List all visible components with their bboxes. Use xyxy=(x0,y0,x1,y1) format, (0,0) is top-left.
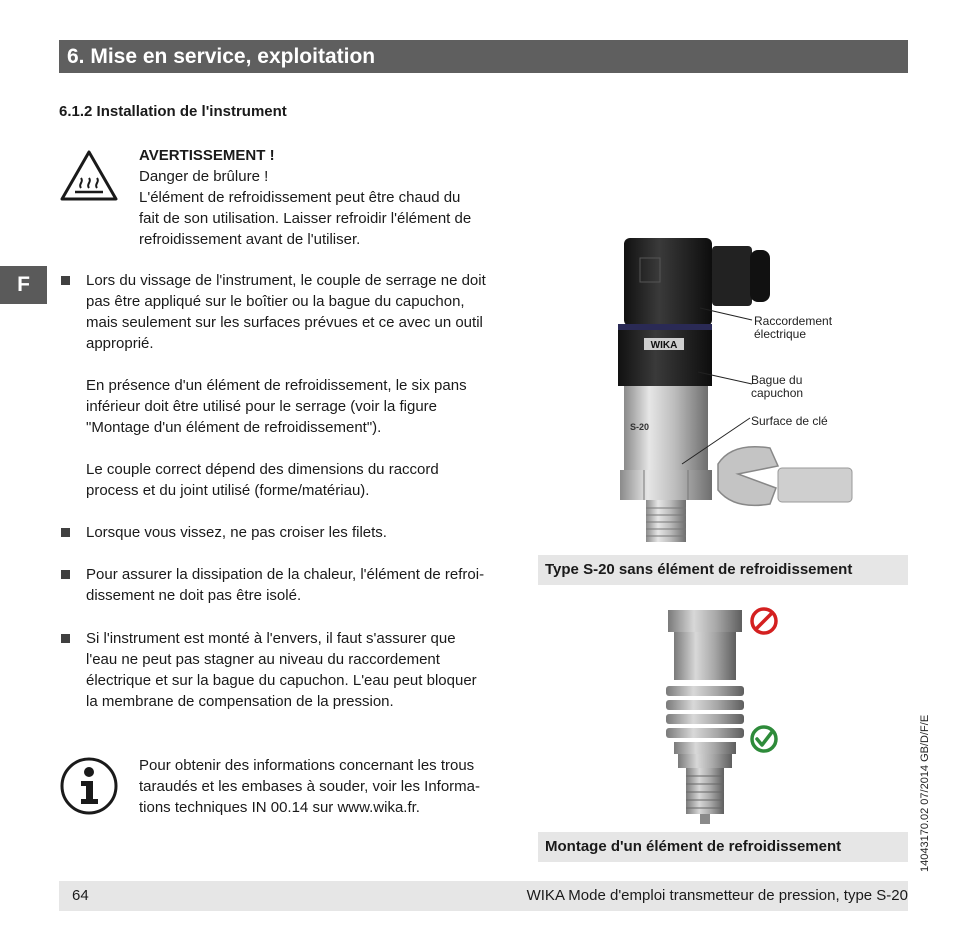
text-line: Pour obtenir des informations concernant les trous xyxy=(139,757,475,774)
text-line: inférieur doit être utilisé pour le serrage (voir la figure xyxy=(86,398,437,415)
bullet-text-1 xyxy=(86,270,526,354)
text-line: process et du joint utilisé (forme/matériau). xyxy=(86,482,370,499)
figure-2-caption: Montage d'un élément de refroidissement xyxy=(538,832,908,862)
figure-1-caption: Type S-20 sans élément de refroidissement xyxy=(538,555,908,585)
text-line: électrique et sur la bague du capuchon. L'eau peut bloquer xyxy=(86,672,477,689)
text-line: Lors du vissage de l'instrument, le couple de serrage ne doit xyxy=(86,272,486,289)
brand-label: WIKA xyxy=(650,340,678,351)
text-line: électrique xyxy=(754,327,807,341)
approved-check-icon xyxy=(748,723,780,755)
text-line: "Montage d'un élément de refroidissement"). xyxy=(86,419,382,436)
info-icon xyxy=(59,756,119,816)
bullet-text-4 xyxy=(86,628,526,712)
text-line: pas être appliqué sur le boîtier ou la bague du capuchon, xyxy=(86,293,465,310)
text-line: Lorsque vous vissez, ne pas croiser les filets. xyxy=(86,524,387,541)
bullet-square xyxy=(61,276,70,285)
hot-surface-warning-icon xyxy=(60,150,118,202)
forbidden-icon xyxy=(748,605,780,637)
callout-cap-ring xyxy=(751,374,803,400)
language-tab: F xyxy=(0,266,47,304)
warning-line: refroidissement avant de l'utiliser. xyxy=(139,231,361,248)
info-text xyxy=(139,755,529,818)
text-line: Raccordement xyxy=(754,314,833,328)
text-line: Le couple correct dépend des dimensions du raccord xyxy=(86,461,439,478)
callout-electrical-connection xyxy=(754,315,832,341)
bullet-text-2 xyxy=(86,522,526,543)
text-line: En présence d'un élément de refroidissement, le six pans xyxy=(86,377,467,394)
chapter-title: 6. Mise en service, exploitation xyxy=(67,45,376,68)
warning-block xyxy=(139,145,519,250)
model-label: S-20 xyxy=(630,422,650,432)
text-line: la membrane de compensation de la pression. xyxy=(86,693,394,710)
cooling-element-image xyxy=(660,606,780,828)
bullet-1-paragraph-3 xyxy=(86,459,526,501)
section-title: 6.1.2 Installation de l'instrument xyxy=(59,103,287,120)
text-line: l'eau ne peut pas stagner au niveau du raccordement xyxy=(86,651,440,668)
text-line: tions techniques IN 00.14 sur www.wika.fr. xyxy=(139,799,420,816)
page-number: 64 xyxy=(72,887,89,904)
bullet-square xyxy=(61,528,70,537)
page-footer xyxy=(59,881,908,911)
text-line: Pour assurer la dissipation de la chaleur, l'élément de refroi- xyxy=(86,566,485,583)
pressure-transmitter-image xyxy=(600,232,860,547)
text-line: mais seulement sur les surfaces prévues et ce avec un outil xyxy=(86,314,483,331)
text-line: taraudés et les embases à souder, voir les Informa- xyxy=(139,778,481,795)
text-line: approprié. xyxy=(86,335,154,352)
bullet-text-3 xyxy=(86,564,526,606)
text-line: dissement ne doit pas être isolé. xyxy=(86,587,302,604)
callout-wrench-surface: Surface de clé xyxy=(751,414,828,428)
bullet-square xyxy=(61,570,70,579)
chapter-header xyxy=(59,40,908,73)
warning-line: L'élément de refroidissement peut être chaud du xyxy=(139,189,461,206)
warning-line: Danger de brûlure ! xyxy=(139,168,269,185)
document-code: 14043170.02 07/2014 GB/D/F/E xyxy=(919,714,931,872)
text-line: Si l'instrument est monté à l'envers, il faut s'assurer que xyxy=(86,630,456,647)
footer-document-title: WIKA Mode d'emploi transmetteur de pression, type S-20 xyxy=(526,887,908,904)
text-line: Bague du xyxy=(751,373,803,387)
bullet-square xyxy=(61,634,70,643)
warning-title: AVERTISSEMENT ! xyxy=(139,147,275,164)
text-line: capuchon xyxy=(751,386,804,400)
warning-line: fait de son utilisation. Laisser refroidir l'élément de xyxy=(139,210,472,227)
bullet-1-paragraph-2 xyxy=(86,375,526,438)
